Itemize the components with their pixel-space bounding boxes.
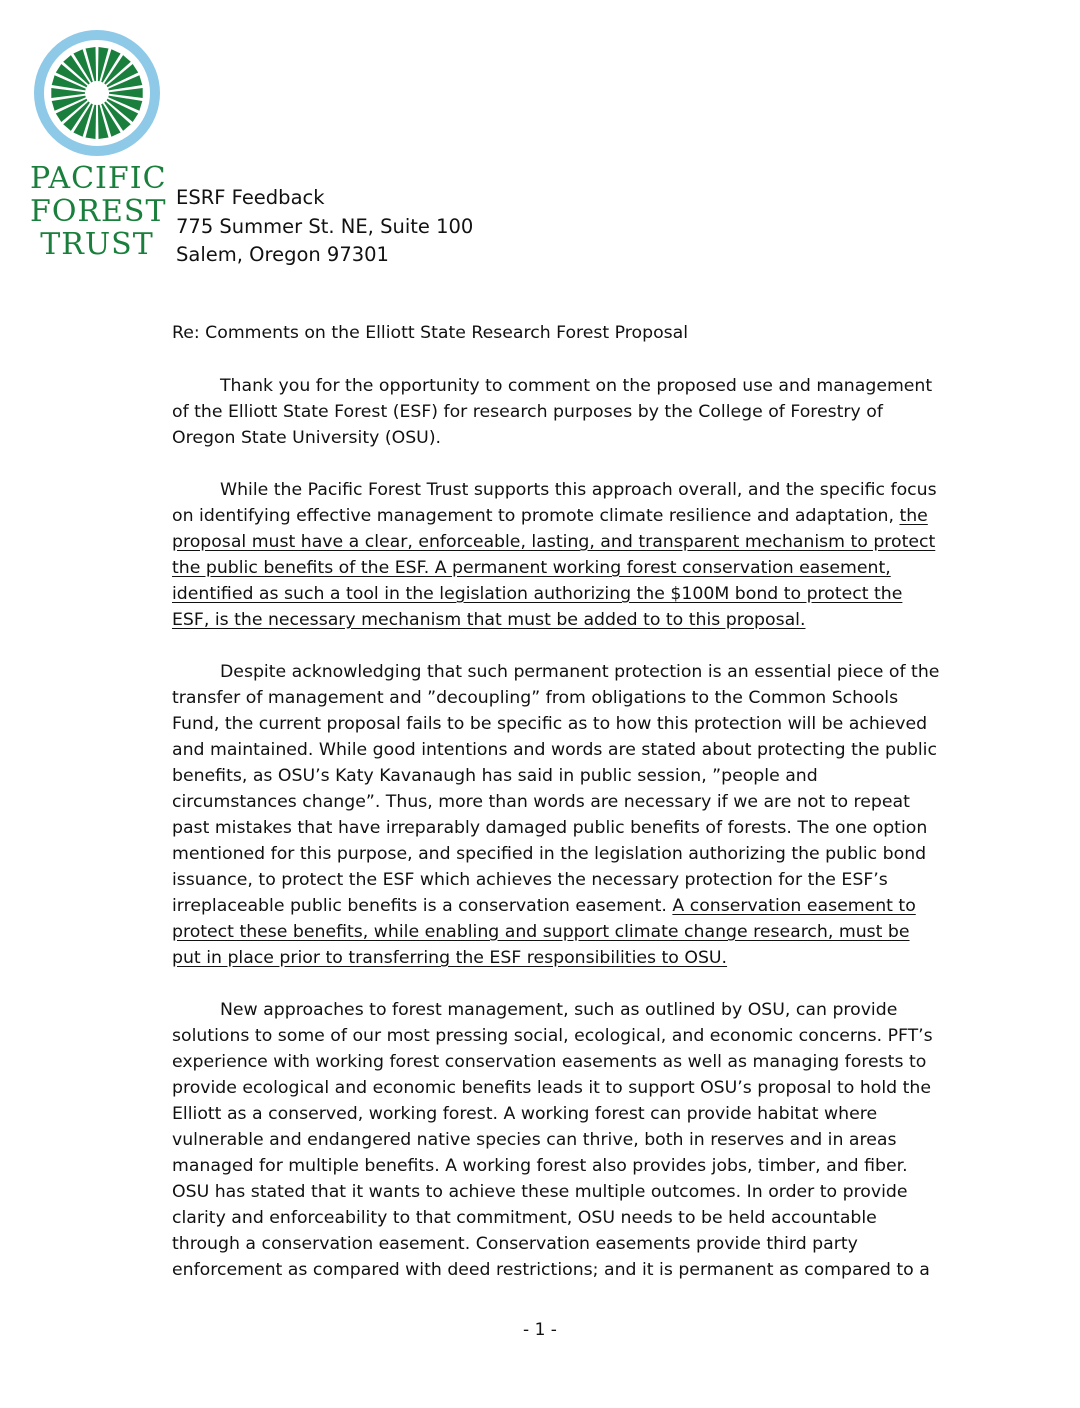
address-line-2: 775 Summer St. NE, Suite 100	[176, 214, 474, 238]
logo-line-forest: FOREST	[30, 194, 167, 229]
paragraph-4: New approaches to forest management, such as outlined by OSU, can provide solutions to some of our most pressing social, ecological, and economic concerns. PFT’s experience with working forest conservation easements as well as managing forests to provide ecological and economic benefits leads it to support OSU’s proposal to hold the Elliott as a conserved, working forest. A working forest can provide habitat where vulnerable and endangered native species can thrive, both in reserves and in areas managed for multiple benefits. A working forest also provides jobs, timber, and fiber. OSU has stated that it wants to achieve these multiple outcomes. In order to provide clarity and enforceability to that commitment, OSU needs to be held accountable through a conservation easement. Conservation easements provide third party enforcement as compared with deed restrictions; and it is permanent as compared to a	[172, 1000, 933, 1280]
paragraph-2-emphasis: the proposal must have a clear, enforceable, lasting, and transparent mechanism to protect the public benefits of the ESF. A permanent working forest conservation easement, identified as such a tool in the legislation authorizing the $100M bond to protect the ESF, is the necessary mechanism that must be added to to this proposal.	[172, 506, 936, 630]
letter-body	[172, 373, 940, 1309]
paragraph-2	[172, 477, 940, 633]
paragraph-3	[172, 659, 940, 971]
recipient-address	[176, 184, 473, 270]
paragraph-1: Thank you for the opportunity to comment on the proposed use and management of the Elliott State Forest (ESF) for research purposes by the College of Forestry of Oregon State University (OSU).	[172, 376, 933, 448]
pacific-forest-trust-sun-icon	[34, 30, 160, 156]
logo-wordmark	[30, 161, 167, 262]
paragraph-2-text: While the Pacific Forest Trust supports this approach overall, and the specific focus on identifying effective management to promote climate resilience and adaptation,	[172, 480, 937, 526]
paragraph-3-emphasis: A conservation easement to protect these benefits, while enabling and support climate change research, must be put in place prior to transferring the ESF responsibilities to OSU.	[172, 896, 916, 968]
logo-line-trust: TRUST	[40, 227, 154, 262]
page-number: - 1 -	[523, 1320, 557, 1340]
paragraph-3-text: Despite acknowledging that such permanent protection is an essential piece of the transfer of management and ”decoupling” from obligations to the Common Schools Fund, the current proposal fails to be specific as to how this protection will be achieved and maintained. While good intentions and words are stated about protecting the public benefits, as OSU’s Katy Kavanaugh has said in public session, ”people and circumstances change”. Thus, more than words are necessary if we are not to repeat past mistakes that have irreparably damaged public benefits of forests. The one option mentioned for this purpose, and specified in the legislation authorizing the public bond issuance, to protect the ESF which achieves the necessary protection for the ESF’s irreplaceable public benefits is a conservation easement.	[172, 662, 940, 916]
logo-line-pacific: PACIFIC	[30, 161, 167, 196]
subject-line: Re: Comments on the Elliott State Research Forest Proposal	[172, 323, 689, 343]
address-line-1: ESRF Feedback	[176, 186, 325, 209]
address-line-3: Salem, Oregon 97301	[176, 243, 389, 266]
organization-logo	[30, 30, 167, 262]
